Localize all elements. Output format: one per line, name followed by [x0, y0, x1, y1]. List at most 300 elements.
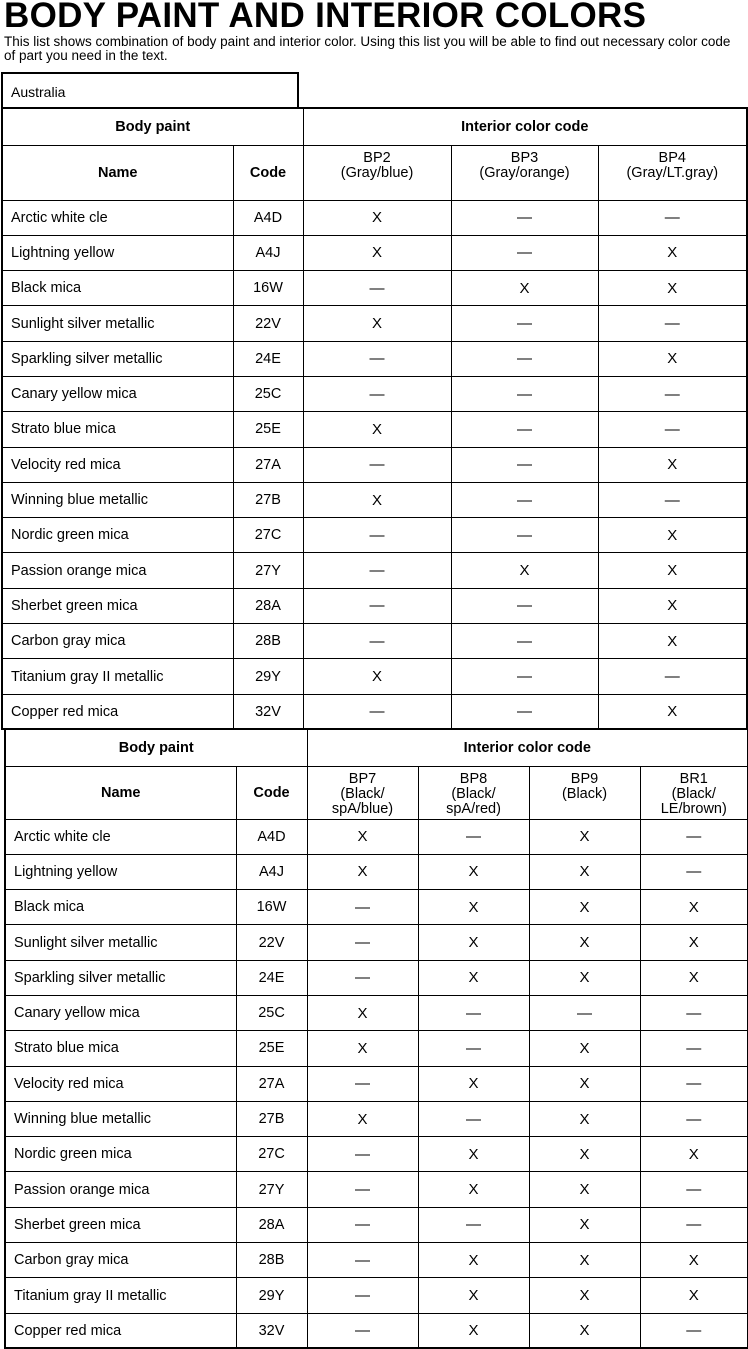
- paint-code: 27B: [233, 482, 303, 517]
- paint-code: 22V: [236, 925, 307, 960]
- paint-code: 28B: [236, 1243, 307, 1278]
- availability-mark: X: [667, 597, 678, 615]
- availability-mark: —: [355, 1287, 371, 1304]
- code-column-header: Code: [236, 766, 307, 819]
- paint-code: 16W: [236, 890, 307, 925]
- paint-name: Copper red mica: [2, 694, 233, 729]
- availability-cell: [529, 819, 640, 854]
- availability-mark: —: [577, 1004, 593, 1022]
- table-row: [5, 960, 748, 995]
- availability-cell: [418, 1243, 529, 1278]
- availability-mark: —: [664, 491, 680, 509]
- table-row: [5, 1066, 748, 1101]
- paint-code: 25E: [236, 1031, 307, 1066]
- paint-code: A4J: [233, 235, 303, 270]
- paint-code: 28A: [236, 1207, 307, 1242]
- availability-mark: X: [667, 526, 678, 544]
- availability-mark: —: [664, 385, 680, 403]
- paint-name: Titanium gray II metallic: [5, 1278, 236, 1313]
- availability-mark: X: [667, 632, 678, 650]
- availability-mark: —: [686, 1322, 702, 1340]
- availability-mark: X: [468, 1322, 479, 1340]
- availability-cell: [598, 624, 747, 659]
- availability-cell: [451, 694, 598, 729]
- availability-cell: [303, 482, 451, 517]
- interior-desc: LE/brown): [660, 800, 727, 817]
- availability-cell: [529, 890, 640, 925]
- availability-cell: [303, 271, 451, 306]
- availability-cell: [418, 1207, 529, 1242]
- paint-name: Nordic green mica: [2, 518, 233, 553]
- availability-mark: —: [355, 1216, 371, 1234]
- availability-mark: —: [355, 898, 371, 916]
- interior-desc: spA/red): [446, 800, 501, 817]
- availability-cell: [307, 854, 418, 889]
- paint-code: 27C: [236, 1137, 307, 1172]
- availability-cell: [598, 694, 747, 729]
- availability-cell: [307, 960, 418, 995]
- table-row: [2, 482, 747, 517]
- availability-cell: [307, 819, 418, 854]
- availability-mark: —: [517, 491, 533, 509]
- interior-color-header: Interior color code: [307, 729, 748, 766]
- availability-mark: —: [369, 703, 385, 721]
- availability-mark: —: [686, 1181, 702, 1199]
- availability-cell: [303, 624, 451, 659]
- interior-desc: (Gray/blue): [340, 164, 414, 181]
- availability-mark: X: [468, 898, 479, 916]
- availability-mark: X: [667, 562, 678, 580]
- color-table-2: [4, 728, 748, 1349]
- paint-name: Lightning yellow: [5, 854, 236, 889]
- interior-code-column-header: [529, 766, 640, 819]
- availability-mark: —: [369, 562, 385, 580]
- availability-cell: [640, 1243, 748, 1278]
- interior-code: BP9: [570, 770, 599, 787]
- availability-mark: —: [517, 526, 533, 544]
- table-row: [2, 271, 747, 306]
- availability-mark: —: [369, 350, 385, 368]
- availability-cell: [307, 1031, 418, 1066]
- availability-cell: [307, 1172, 418, 1207]
- availability-mark: X: [579, 1075, 590, 1093]
- availability-cell: [451, 306, 598, 341]
- availability-mark: X: [579, 1039, 590, 1057]
- paint-code: 27A: [233, 447, 303, 482]
- paint-code: 28A: [233, 588, 303, 623]
- code-column-header: Code: [233, 145, 303, 200]
- availability-mark: X: [357, 1110, 368, 1128]
- availability-mark: X: [667, 350, 678, 368]
- availability-cell: [303, 694, 451, 729]
- availability-cell: [529, 1172, 640, 1207]
- interior-code: BP8: [459, 770, 488, 787]
- availability-mark: X: [688, 898, 699, 916]
- paint-name: Arctic white cle: [2, 200, 233, 235]
- availability-cell: [307, 1137, 418, 1172]
- interior-desc: (Black/: [451, 785, 496, 802]
- table-row: [5, 1031, 748, 1066]
- availability-cell: [529, 1101, 640, 1136]
- availability-mark: X: [579, 1216, 590, 1234]
- availability-cell: [303, 588, 451, 623]
- availability-mark: X: [468, 1251, 479, 1269]
- availability-mark: —: [517, 456, 533, 474]
- availability-cell: [598, 271, 747, 306]
- paint-code: 27Y: [236, 1172, 307, 1207]
- table-row: [2, 588, 747, 623]
- paint-code: A4D: [236, 819, 307, 854]
- availability-cell: [303, 376, 451, 411]
- paint-code: 29Y: [236, 1278, 307, 1313]
- paint-name: Passion orange mica: [2, 553, 233, 588]
- availability-cell: [598, 553, 747, 588]
- availability-mark: —: [355, 934, 371, 952]
- availability-mark: —: [369, 385, 385, 403]
- availability-cell: [640, 995, 748, 1030]
- table-row: [2, 235, 747, 270]
- table-row: [2, 200, 747, 235]
- table-row: [5, 854, 748, 889]
- availability-mark: —: [517, 668, 533, 685]
- paint-code: 27B: [236, 1101, 307, 1136]
- availability-mark: —: [369, 279, 385, 297]
- paint-name: Winning blue metallic: [5, 1101, 236, 1136]
- table-row: [5, 819, 748, 854]
- availability-cell: [451, 200, 598, 235]
- availability-cell: [640, 1207, 748, 1242]
- interior-code: BR1: [679, 770, 708, 787]
- availability-cell: [598, 306, 747, 341]
- name-column-header: Name: [2, 145, 233, 200]
- availability-mark: X: [579, 828, 590, 846]
- availability-mark: X: [357, 828, 368, 846]
- body-paint-header: Body paint: [2, 108, 303, 145]
- availability-cell: [307, 925, 418, 960]
- page-title: BODY PAINT AND INTERIOR COLORS: [4, 0, 647, 35]
- availability-mark: —: [355, 1181, 371, 1199]
- availability-cell: [418, 1313, 529, 1348]
- availability-mark: —: [664, 209, 680, 227]
- availability-mark: —: [686, 828, 702, 846]
- availability-cell: [529, 1066, 640, 1101]
- availability-mark: —: [466, 1216, 482, 1234]
- table-row: [2, 341, 747, 376]
- availability-cell: [303, 518, 451, 553]
- table-row: [5, 1207, 748, 1242]
- paint-name: Black mica: [2, 271, 233, 306]
- availability-cell: [451, 518, 598, 553]
- availability-mark: X: [372, 420, 383, 438]
- paint-code: 16W: [233, 271, 303, 306]
- availability-mark: —: [355, 1145, 371, 1163]
- region-label: Australia: [1, 72, 299, 107]
- availability-mark: X: [579, 863, 590, 881]
- table-row: [5, 1243, 748, 1278]
- interior-code-column-header: [418, 766, 529, 819]
- paint-name: Velocity red mica: [2, 447, 233, 482]
- availability-mark: X: [468, 969, 479, 987]
- interior-desc: (Gray/orange): [479, 164, 570, 181]
- paint-name: Nordic green mica: [5, 1137, 236, 1172]
- availability-cell: [303, 235, 451, 270]
- table-row: [2, 694, 747, 729]
- availability-cell: [640, 960, 748, 995]
- interior-code: BP4: [658, 149, 686, 166]
- body-paint-header: Body paint: [5, 729, 307, 766]
- availability-cell: [529, 1207, 640, 1242]
- table-row: [5, 890, 748, 925]
- availability-cell: [598, 482, 747, 517]
- paint-code: 24E: [236, 960, 307, 995]
- availability-cell: [451, 412, 598, 447]
- name-column-header: Name: [5, 766, 236, 819]
- paint-name: Canary yellow mica: [2, 376, 233, 411]
- availability-mark: X: [468, 863, 479, 881]
- paint-code: 27C: [233, 518, 303, 553]
- table-row: [2, 659, 747, 694]
- paint-code: 22V: [233, 306, 303, 341]
- availability-cell: [303, 306, 451, 341]
- availability-cell: [307, 1278, 418, 1313]
- availability-mark: X: [688, 1145, 699, 1163]
- paint-name: Lightning yellow: [2, 235, 233, 270]
- availability-cell: [418, 819, 529, 854]
- table-row: [5, 1278, 748, 1313]
- availability-mark: X: [372, 491, 383, 509]
- availability-mark: X: [688, 1287, 699, 1304]
- availability-mark: X: [579, 1322, 590, 1340]
- paint-code: 25C: [236, 995, 307, 1030]
- availability-mark: —: [686, 1004, 702, 1022]
- availability-cell: [529, 925, 640, 960]
- availability-cell: [598, 341, 747, 376]
- availability-mark: —: [664, 315, 680, 333]
- availability-cell: [451, 624, 598, 659]
- availability-mark: X: [667, 279, 678, 297]
- availability-cell: [529, 1243, 640, 1278]
- interior-desc: spA/blue): [331, 800, 394, 817]
- availability-cell: [598, 376, 747, 411]
- availability-mark: —: [686, 1039, 702, 1057]
- table-row: [5, 1172, 748, 1207]
- paint-code: 25E: [233, 412, 303, 447]
- availability-cell: [418, 925, 529, 960]
- paint-name: Copper red mica: [5, 1313, 236, 1348]
- availability-cell: [598, 200, 747, 235]
- availability-cell: [307, 1207, 418, 1242]
- availability-cell: [418, 1031, 529, 1066]
- paint-name: Passion orange mica: [5, 1172, 236, 1207]
- paint-name: Carbon gray mica: [2, 624, 233, 659]
- interior-color-header: Interior color code: [303, 108, 747, 145]
- availability-mark: —: [466, 1004, 482, 1022]
- availability-mark: —: [686, 1075, 702, 1093]
- availability-mark: X: [357, 1004, 368, 1022]
- availability-cell: [307, 1313, 418, 1348]
- availability-cell: [418, 854, 529, 889]
- availability-mark: X: [468, 1145, 479, 1163]
- availability-cell: [451, 376, 598, 411]
- table-row: [5, 1137, 748, 1172]
- paint-code: 32V: [236, 1313, 307, 1348]
- paint-code: 29Y: [233, 659, 303, 694]
- paint-name: Titanium gray II metallic: [2, 659, 233, 694]
- availability-mark: —: [517, 315, 533, 333]
- availability-mark: X: [667, 703, 678, 721]
- availability-cell: [451, 271, 598, 306]
- paint-name: Sunlight silver metallic: [2, 306, 233, 341]
- availability-cell: [640, 854, 748, 889]
- availability-mark: —: [369, 456, 385, 474]
- availability-mark: —: [466, 1039, 482, 1057]
- availability-mark: X: [688, 934, 699, 952]
- availability-cell: [451, 553, 598, 588]
- availability-cell: [451, 341, 598, 376]
- availability-cell: [307, 1066, 418, 1101]
- availability-cell: [529, 1137, 640, 1172]
- availability-cell: [307, 1101, 418, 1136]
- availability-mark: X: [468, 1075, 479, 1093]
- availability-mark: —: [355, 1075, 371, 1093]
- availability-mark: X: [667, 244, 678, 262]
- availability-mark: —: [517, 703, 533, 721]
- availability-mark: X: [372, 209, 383, 227]
- availability-mark: —: [466, 1110, 482, 1128]
- availability-mark: X: [667, 456, 678, 474]
- availability-cell: [640, 1278, 748, 1313]
- availability-cell: [598, 235, 747, 270]
- availability-cell: [418, 1172, 529, 1207]
- availability-cell: [640, 1172, 748, 1207]
- interior-code: BP2: [363, 149, 391, 166]
- availability-cell: [303, 412, 451, 447]
- availability-mark: X: [519, 279, 530, 297]
- availability-cell: [418, 890, 529, 925]
- paint-code: 28B: [233, 624, 303, 659]
- availability-mark: —: [686, 1216, 702, 1234]
- interior-code-column-header: [307, 766, 418, 819]
- paint-code: A4D: [233, 200, 303, 235]
- table-row: [2, 376, 747, 411]
- availability-cell: [451, 447, 598, 482]
- interior-code-column-header: [451, 145, 598, 200]
- availability-cell: [307, 1243, 418, 1278]
- interior-code: BP7: [348, 770, 377, 787]
- availability-cell: [307, 995, 418, 1030]
- availability-cell: [418, 1066, 529, 1101]
- table-row: [5, 1313, 748, 1348]
- availability-cell: [418, 1137, 529, 1172]
- availability-mark: X: [468, 934, 479, 952]
- paint-name: Sparkling silver metallic: [5, 960, 236, 995]
- interior-code-column-header: [640, 766, 748, 819]
- paint-name: Sherbet green mica: [2, 588, 233, 623]
- availability-cell: [418, 995, 529, 1030]
- availability-mark: —: [686, 863, 702, 881]
- paint-code: A4J: [236, 854, 307, 889]
- table-row: [5, 925, 748, 960]
- availability-mark: X: [372, 315, 383, 333]
- availability-mark: —: [355, 969, 371, 987]
- availability-cell: [418, 1278, 529, 1313]
- paint-code: 27Y: [233, 553, 303, 588]
- interior-desc: (Black): [561, 785, 608, 802]
- availability-cell: [418, 1101, 529, 1136]
- availability-mark: X: [372, 668, 383, 685]
- availability-cell: [640, 1031, 748, 1066]
- availability-mark: —: [517, 632, 533, 650]
- availability-cell: [529, 1278, 640, 1313]
- availability-cell: [303, 659, 451, 694]
- paint-name: Strato blue mica: [2, 412, 233, 447]
- table-row: [5, 1101, 748, 1136]
- availability-cell: [451, 235, 598, 270]
- availability-mark: —: [517, 385, 533, 403]
- interior-desc: (Black/: [671, 785, 716, 802]
- availability-mark: X: [519, 562, 530, 580]
- availability-cell: [307, 890, 418, 925]
- availability-mark: X: [468, 1287, 479, 1304]
- availability-mark: X: [357, 1039, 368, 1057]
- availability-mark: —: [517, 209, 533, 227]
- availability-mark: X: [579, 1287, 590, 1304]
- table-row: [2, 306, 747, 341]
- availability-cell: [640, 1066, 748, 1101]
- table-row: [2, 624, 747, 659]
- paint-name: Strato blue mica: [5, 1031, 236, 1066]
- availability-cell: [303, 447, 451, 482]
- availability-mark: X: [688, 969, 699, 987]
- interior-code-column-header: [598, 145, 747, 200]
- paint-name: Carbon gray mica: [5, 1243, 236, 1278]
- availability-mark: —: [517, 244, 533, 262]
- availability-mark: —: [369, 597, 385, 615]
- availability-cell: [529, 854, 640, 889]
- availability-cell: [451, 588, 598, 623]
- availability-cell: [598, 412, 747, 447]
- page-subtitle: This list shows combination of body paint and interior color. Using this list you will be able to find out necessary color code of part you need in the text.: [4, 34, 731, 63]
- availability-mark: —: [664, 668, 680, 685]
- paint-name: Black mica: [5, 890, 236, 925]
- table-row: [2, 553, 747, 588]
- availability-mark: —: [355, 1251, 371, 1269]
- availability-mark: —: [466, 828, 482, 846]
- availability-cell: [303, 553, 451, 588]
- availability-cell: [640, 1101, 748, 1136]
- availability-mark: —: [664, 420, 680, 438]
- availability-cell: [303, 200, 451, 235]
- availability-cell: [598, 659, 747, 694]
- interior-desc: (Gray/LT.gray): [626, 164, 719, 181]
- availability-cell: [640, 1137, 748, 1172]
- availability-mark: —: [517, 597, 533, 615]
- paint-name: Winning blue metallic: [2, 482, 233, 517]
- availability-cell: [598, 518, 747, 553]
- availability-mark: X: [372, 244, 383, 262]
- availability-cell: [529, 960, 640, 995]
- interior-code: BP3: [510, 149, 539, 166]
- interior-desc: (Black/: [340, 785, 385, 802]
- paint-name: Canary yellow mica: [5, 995, 236, 1030]
- availability-cell: [451, 482, 598, 517]
- interior-code-column-header: [303, 145, 451, 200]
- availability-mark: X: [579, 1110, 590, 1128]
- paint-name: Sherbet green mica: [5, 1207, 236, 1242]
- availability-mark: X: [357, 863, 368, 881]
- paint-code: 27A: [236, 1066, 307, 1101]
- table-row: [5, 995, 748, 1030]
